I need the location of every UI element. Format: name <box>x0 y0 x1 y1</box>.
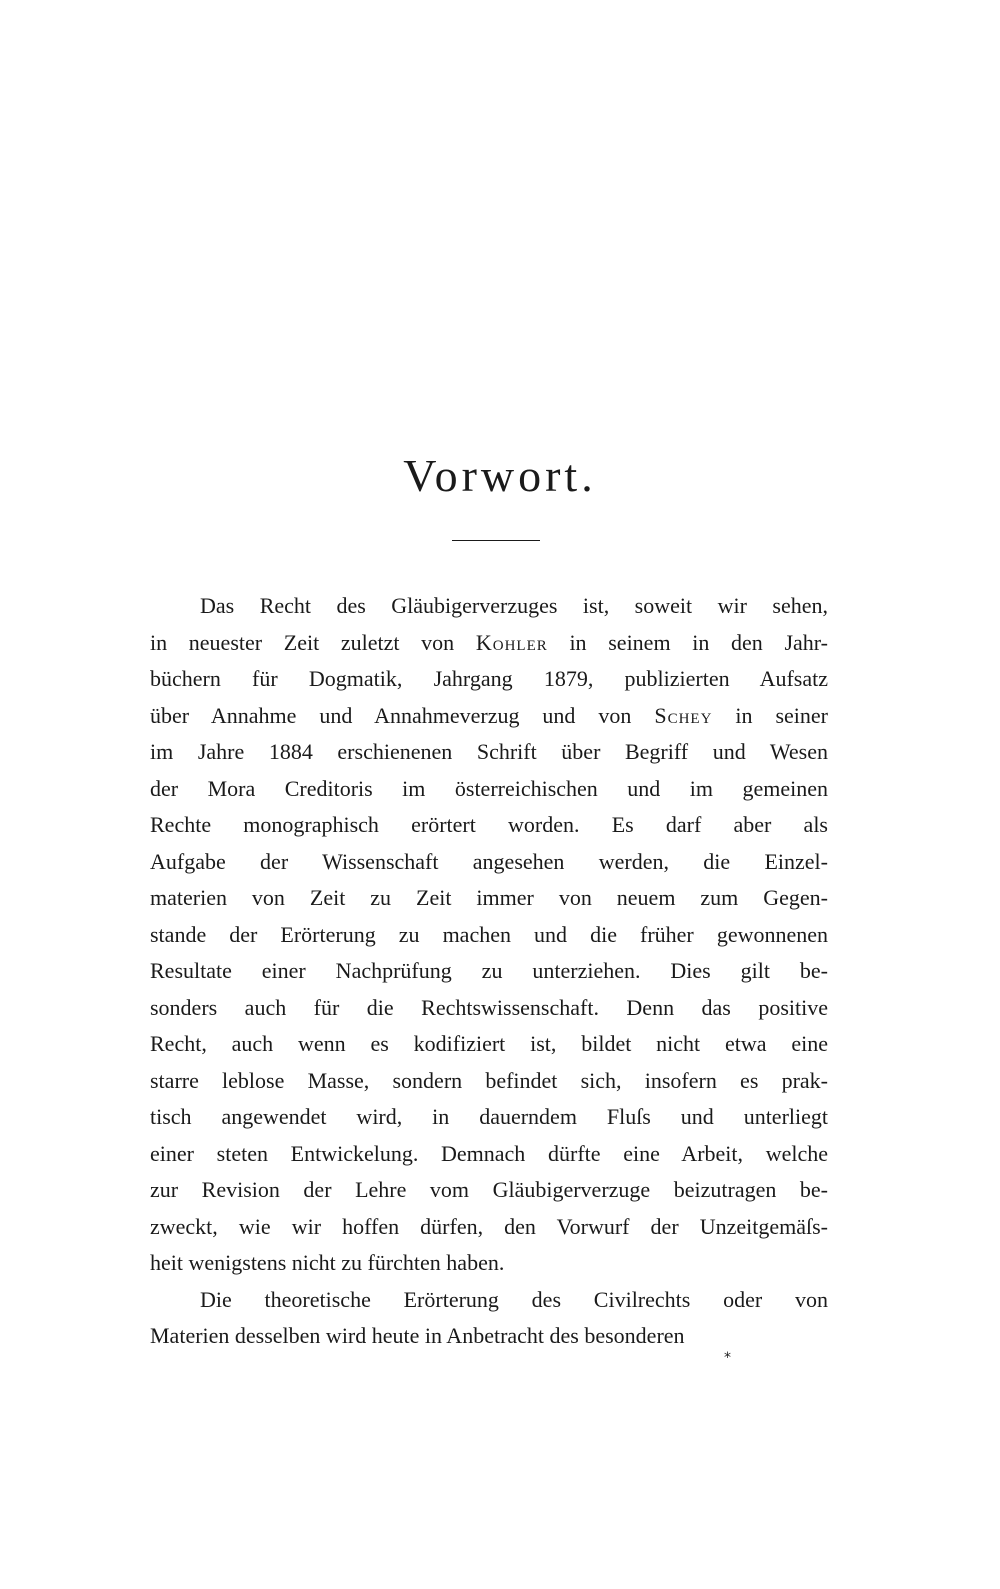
title-rule <box>452 540 540 541</box>
text-segment: stande der Erörterung zu machen und die früher gewonnenen <box>150 921 828 947</box>
author-name: Schey <box>654 702 713 728</box>
text-segment: Aufgabe der Wissenschaft angesehen werden, die Einzel- <box>150 848 828 874</box>
text-line <box>150 953 828 990</box>
text-line <box>150 990 828 1027</box>
text-segment: im Jahre 1884 erschienenen Schrift über Begriff und Wesen <box>150 739 828 764</box>
author-name: Kohler <box>475 629 548 655</box>
text-segment: tisch angewendet wird, in dauerndem Fluſs und unterliegt <box>150 1104 828 1129</box>
text-line <box>150 1282 828 1319</box>
text-line <box>150 880 828 917</box>
text-segment: sonders auch für die Rechtswissenschaft. Denn das positive <box>150 994 828 1020</box>
signature-mark: * <box>724 1350 731 1366</box>
text-line <box>150 807 828 844</box>
text-segment: materien von Zeit zu Zeit immer von neuem zum Gegen- <box>150 885 828 910</box>
text-segment: zur Revision der Lehre vom Gläubigerverzuge beizutragen be- <box>150 1177 828 1202</box>
text-segment: in seiner <box>712 702 828 728</box>
text-segment: Rechte monographisch erörtert worden. Es darf aber als <box>150 812 828 837</box>
text-line <box>150 1099 828 1136</box>
text-line <box>150 844 828 881</box>
text-segment: zweckt, wie wir hoffen dürfen, den Vorwurf der Unzeitgemäſs- <box>150 1213 828 1239</box>
text-segment: Resultate einer Nachprüfung zu unterziehen. Dies gilt be- <box>150 958 828 983</box>
text-line <box>150 1136 828 1173</box>
text-line <box>150 625 828 662</box>
text-segment: Recht, auch wenn es kodifiziert ist, bildet nicht etwa eine <box>150 1031 828 1056</box>
text-segment: über Annahme und Annahmeverzug und von <box>150 702 655 728</box>
text-segment: Das Recht des Gläubigerverzuges ist, soweit wir sehen, <box>200 593 828 618</box>
page-title: Vorwort. <box>403 450 597 501</box>
text-line <box>150 1063 828 1100</box>
text-line <box>150 1209 828 1246</box>
text-line <box>150 1026 828 1063</box>
text-segment: heit wenigstens nicht zu fürchten haben. <box>150 1250 505 1275</box>
text-segment: Materien desselben wird heute in Anbetracht des besonderen <box>150 1323 685 1348</box>
text-line <box>150 698 828 735</box>
text-segment: starre leblose Masse, sondern befindet sich, insofern es prak- <box>150 1067 828 1093</box>
text-segment: in neuester Zeit zuletzt von <box>150 629 476 655</box>
body-text <box>150 588 828 1355</box>
text-segment: Die theoretische Erörterung des Civilrechts oder von <box>200 1286 828 1312</box>
text-line <box>150 661 828 698</box>
text-segment: einer steten Entwickelung. Demnach dürfte eine Arbeit, welche <box>150 1140 828 1166</box>
text-segment: büchern für Dogmatik, Jahrgang 1879, publizierten Aufsatz <box>150 666 828 691</box>
text-segment: in seinem in den Jahr- <box>547 629 829 655</box>
text-line <box>150 1172 828 1209</box>
text-segment: der Mora Creditoris im österreichischen und im gemeinen <box>150 775 828 801</box>
text-line <box>150 588 828 625</box>
text-line <box>150 917 828 954</box>
text-line <box>150 1245 828 1282</box>
text-line <box>150 734 828 771</box>
text-line <box>150 771 828 808</box>
